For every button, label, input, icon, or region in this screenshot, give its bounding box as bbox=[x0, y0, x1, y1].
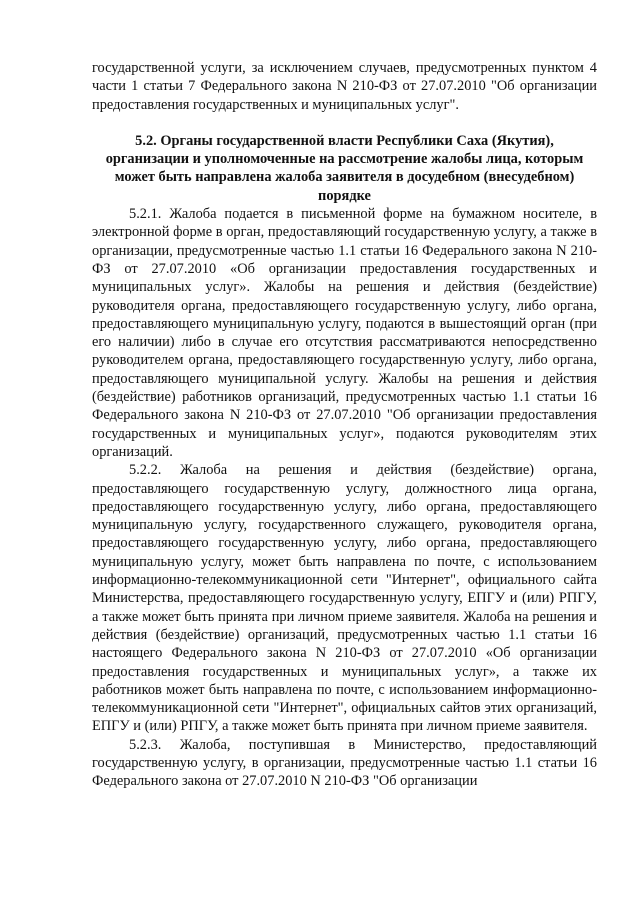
section-heading-line-1: 5.2. Органы государственной власти Республики Саха (Якутия), bbox=[135, 132, 554, 149]
clause-5-2-3: 5.2.3. Жалоба, поступившая в Министерство, предоставляющий государственную услугу, в организации, предусмотренные частью 1.1 статьи 16 Федерального закона от 27.07.2010 N 210-ФЗ "Об организации bbox=[92, 736, 597, 790]
document-page bbox=[92, 59, 597, 791]
intro-paragraph: государственной услуги, за исключением случаев, предусмотренных пунктом 4 части 1 статьи 7 Федерального закона N 210-ФЗ от 27.07.2010 "Об организации предоставления государственных и муниципальных услуг". bbox=[92, 60, 597, 113]
section-heading-line-3: может быть направлена жалоба заявителя в досудебном (внесудебном) bbox=[114, 169, 575, 186]
clause-5-2-2: 5.2.2. Жалоба на решения и действия (бездействие) органа, предоставляющего государственную услугу, должностного лица органа, предоставляющего государственную услугу, либо органа, предоставляющего муниципальную услугу, государственного служащего, руководителя органа, предоставляющего государственную услугу, либо органа, предоставляющего муниципальную услугу, может быть направлена по почте, с использованием информационно-телекоммуникационной сети "Интернет", официального сайта Министерства, предоставляющего государственную услугу, ЕПГУ и (или) РПГУ, а также может быть принята при личном приеме заявителя. Жалоба на решения и действия (бездействие) организаций, предусмотренных частью 1.1 статьи 16 настоящего Федерального закона N 210-ФЗ от 27.07.2010 «Об организации предоставления государственных и муниципальных услуг», а также их работников может быть направлена по почте, с использованием информационно-телекоммуникационной сети "Интернет", официальных сайтов этих организаций, ЕПГУ и (или) РПГУ, а также может быть принята при личном приеме заявителя. bbox=[92, 462, 597, 735]
section-heading-line-2: организации и уполномоченные на рассмотрение жалобы лица, которым bbox=[105, 151, 584, 168]
section-heading bbox=[92, 132, 597, 205]
clause-5-2-1: 5.2.1. Жалоба подается в письменной форме на бумажном носителе, в электронной форме в орган, предоставляющий государственную услугу, а также в организации, предусмотренные частью 1.1 статьи 16 Федерального закона N 210-ФЗ от 27.07.2010 «Об организации предоставления государственных и муниципальных услуг». Жалобы на решения и действия (бездействие) руководителя органа, предоставляющего государственную услугу, либо органа, предоставляющего муниципальную услугу, подаются в вышестоящий орган (при его наличии) либо в случае его отсутствия рассматриваются непосредственно руководителем органа, предоставляющего государственную услугу, либо органа, предоставляющего муниципальной услугу. Жалобы на решения и действия (бездействие) работников организаций, предусмотренных частью 1.1 статьи 16 Федерального закона N 210-ФЗ от 27.07.2010 "Об организации предоставления государственных и муниципальных услуг», подаются руководителям этих организаций. bbox=[92, 206, 597, 460]
section-heading-line-4: порядке bbox=[318, 187, 371, 204]
